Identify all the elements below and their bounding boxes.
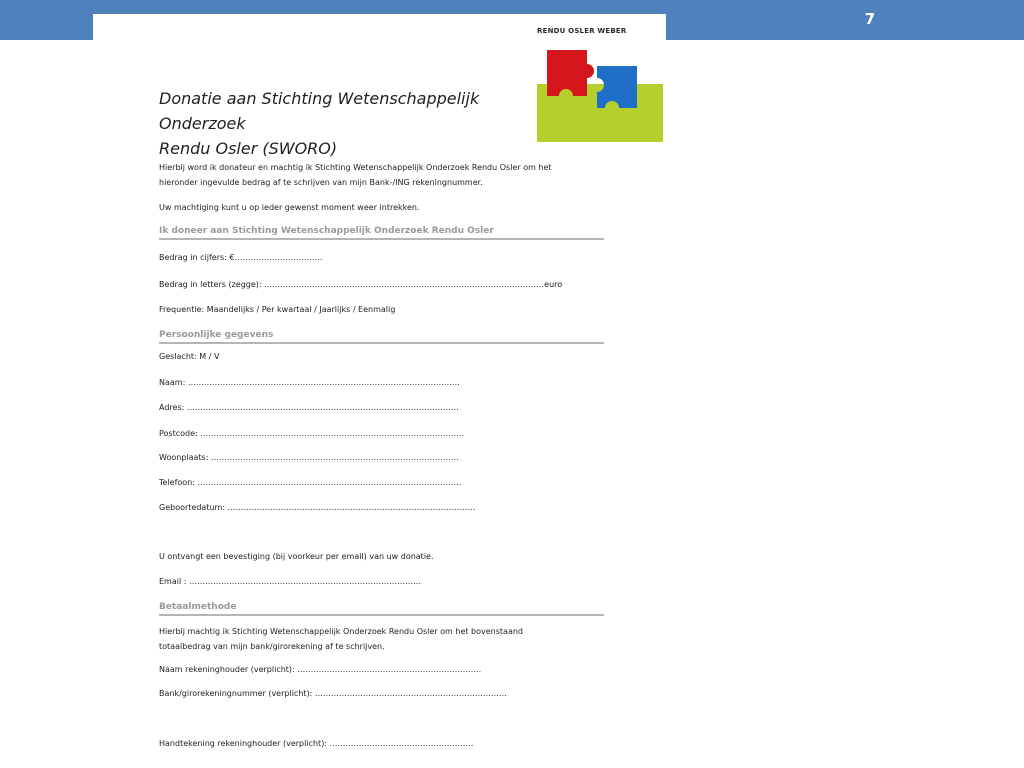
- intro-line: Hierbij word ik donateur en machtig ik Stichting Wetenschappelijk Onderzoek Rendu Osler om het: [159, 163, 552, 172]
- address-field: Adres: …………………………………………………………………………………………: [159, 403, 459, 412]
- payment-line: totaalbedrag van mijn bank/girorekening af te schrijven.: [159, 642, 385, 651]
- document-title: [159, 86, 539, 161]
- gender-field: Geslacht: M / V: [159, 352, 220, 361]
- name-field: Naam: …………………………………………………………………………………………: [159, 378, 460, 387]
- city-field: Woonplaats: …………………………………………………………………………………: [159, 453, 459, 462]
- payment-line: Hierbij machtig ik Stichting Wetenschappelijk Onderzoek Rendu Osler om het bovenstaand: [159, 627, 523, 636]
- revoke-note: Uw machtiging kunt u op ieder gewenst moment weer intrekken.: [159, 203, 420, 212]
- phone-field: Telefoon: ………………………………………………………………………………………: [159, 478, 462, 487]
- slide-number: 7: [864, 10, 876, 28]
- puzzle-logo-icon: [537, 46, 663, 142]
- section-payment: Betaalmethode: [159, 602, 604, 616]
- amount-digits-field: Bedrag in cijfers: €……………………………: [159, 253, 323, 262]
- section-personal: Persoonlijke gegevens: [159, 330, 604, 344]
- signature-field: Handtekening rekeninghouder (verplicht): ………………………………………………: [159, 739, 474, 748]
- donation-form-document: [93, 14, 666, 768]
- frequency-field: Frequentie: Maandelijks / Per kwartaal / Jaarlijks / Eenmalig: [159, 305, 396, 314]
- section-donation: Ik doneer aan Stichting Wetenschappelijk Onderzoek Rendu Osler: [159, 226, 604, 240]
- amount-letters-field: Bedrag in letters (zegge): ……………………………………………………………………………………………euro: [159, 280, 563, 289]
- account-number-field: Bank/girorekeningnummer (verplicht): ………………………………………………………………: [159, 689, 507, 698]
- intro-line: hieronder ingevulde bedrag af te schrijven van mijn Bank-/ING rekeningnummer.: [159, 178, 483, 187]
- email-field: Email : ……………………………………………………………………………: [159, 577, 421, 586]
- title-line: Donatie aan Stichting Wetenschappelijk Onderzoek: [159, 89, 480, 133]
- confirmation-note: U ontvangt een bevestiging (bij voorkeur per email) van uw donatie.: [159, 552, 434, 561]
- account-holder-field: Naam rekeninghouder (verplicht): ……………………………………………………………: [159, 665, 482, 674]
- payment-paragraph: [159, 624, 523, 654]
- brand-name: RENDU OSLER WEBER: [537, 27, 627, 35]
- title-line: Rendu Osler (SWORO): [159, 139, 338, 158]
- postcode-field: Postcode: ………………………………………………………………………………………: [159, 429, 465, 438]
- birthdate-field: Geboortedatum: …………………………………………………………………………………: [159, 503, 476, 512]
- intro-paragraph: [159, 160, 552, 190]
